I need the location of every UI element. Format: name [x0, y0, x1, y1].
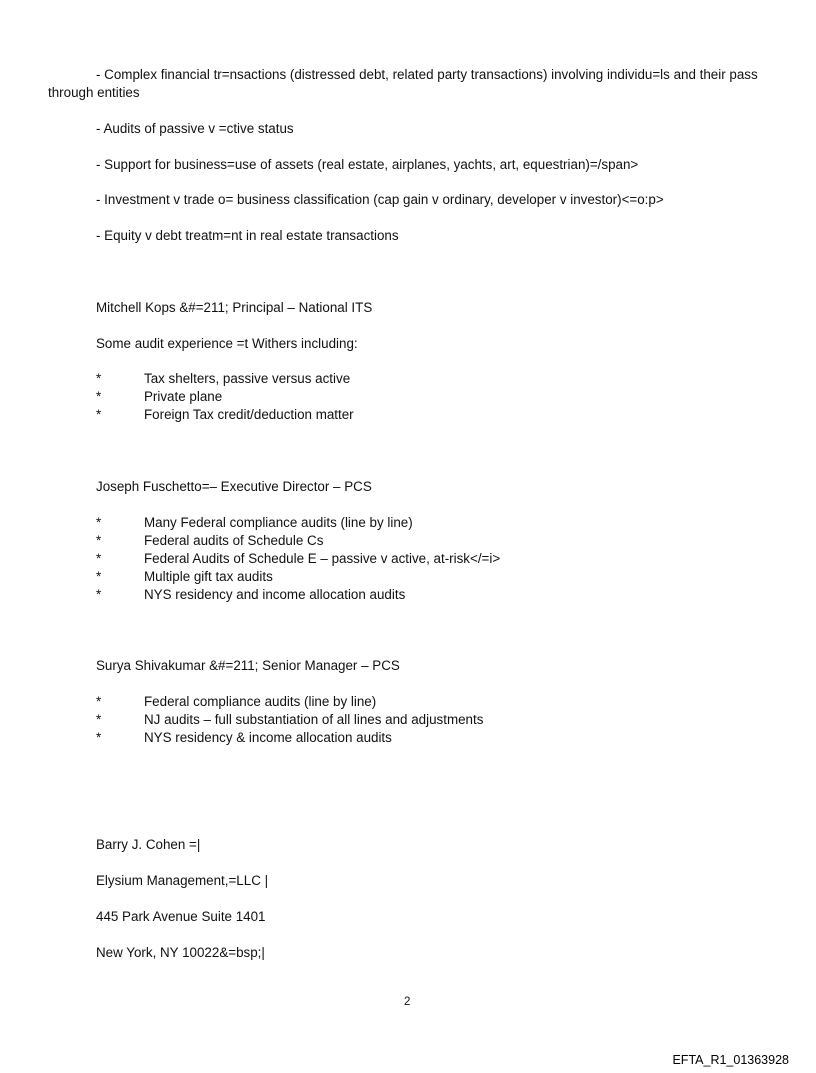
- bullet-star: *: [96, 712, 102, 727]
- kops-heading: Mitchell Kops &#=211; Principal – National ITS: [96, 300, 373, 315]
- fuschetto-bullet-text: Multiple gift tax audits: [144, 569, 273, 584]
- page-number: 2: [404, 996, 411, 1008]
- shivakumar-bullet-text: Federal compliance audits (line by line): [144, 694, 377, 709]
- shivakumar-bullet-text: NJ audits – full substantiation of all lines and adjustments: [144, 712, 484, 727]
- bullet-star: *: [96, 730, 102, 745]
- bullet-star: *: [96, 587, 102, 602]
- document-id: EFTA_R1_01363928: [672, 1053, 789, 1067]
- bullet-star: *: [96, 569, 102, 584]
- fuschetto-bullet-text: NYS residency and income allocation audits: [144, 587, 406, 602]
- shivakumar-bullet-text: NYS residency & income allocation audits: [144, 730, 392, 745]
- shivakumar-heading: Surya Shivakumar &#=211; Senior Manager – PCS: [96, 658, 400, 673]
- bullet-star: *: [96, 533, 102, 548]
- kops-subheading: Some audit experience =t Withers including:: [96, 336, 358, 351]
- signature-address: 445 Park Avenue Suite 1401: [96, 909, 266, 924]
- bullet-star: *: [96, 551, 102, 566]
- bullet-star: *: [96, 371, 102, 386]
- bullet-star: *: [96, 515, 102, 530]
- bullet-star: *: [96, 389, 102, 404]
- fuschetto-bullet-text: Federal Audits of Schedule E – passive v active, at-risk</=i>: [144, 551, 501, 566]
- signature-company: Elysium Management,=LLC |: [96, 873, 269, 888]
- intro-line-1: - Complex financial tr=nsactions (distressed debt, related party transactions) involving individu=ls and their pass: [96, 67, 758, 82]
- fuschetto-bullet-text: Many Federal compliance audits (line by line): [144, 515, 413, 530]
- bullet-star: *: [96, 694, 102, 709]
- signature-name: Barry J. Cohen =|: [96, 837, 201, 852]
- fuschetto-bullet-text: Federal audits of Schedule Cs: [144, 533, 324, 548]
- dash-item-investment-trade: - Investment v trade o= business classification (cap gain v ordinary, developer v investor)<=o:p>: [96, 192, 664, 207]
- intro-line-2: through entities: [48, 85, 140, 100]
- fuschetto-heading: Joseph Fuschetto=– Executive Director – PCS: [96, 479, 372, 494]
- kops-bullet-text: Tax shelters, passive versus active: [144, 371, 351, 386]
- dash-item-business-use: - Support for business=use of assets (real estate, airplanes, yachts, art, equestrian)=/span>: [96, 157, 639, 172]
- kops-bullet-text: Foreign Tax credit/deduction matter: [144, 407, 354, 422]
- signature-city: New York, NY 10022&=bsp;|: [96, 945, 265, 960]
- dash-item-equity-debt: - Equity v debt treatm=nt in real estate transactions: [96, 228, 399, 243]
- kops-bullet-text: Private plane: [144, 389, 223, 404]
- dash-item-passive-active: - Audits of passive v =ctive status: [96, 121, 294, 136]
- bullet-star: *: [96, 407, 102, 422]
